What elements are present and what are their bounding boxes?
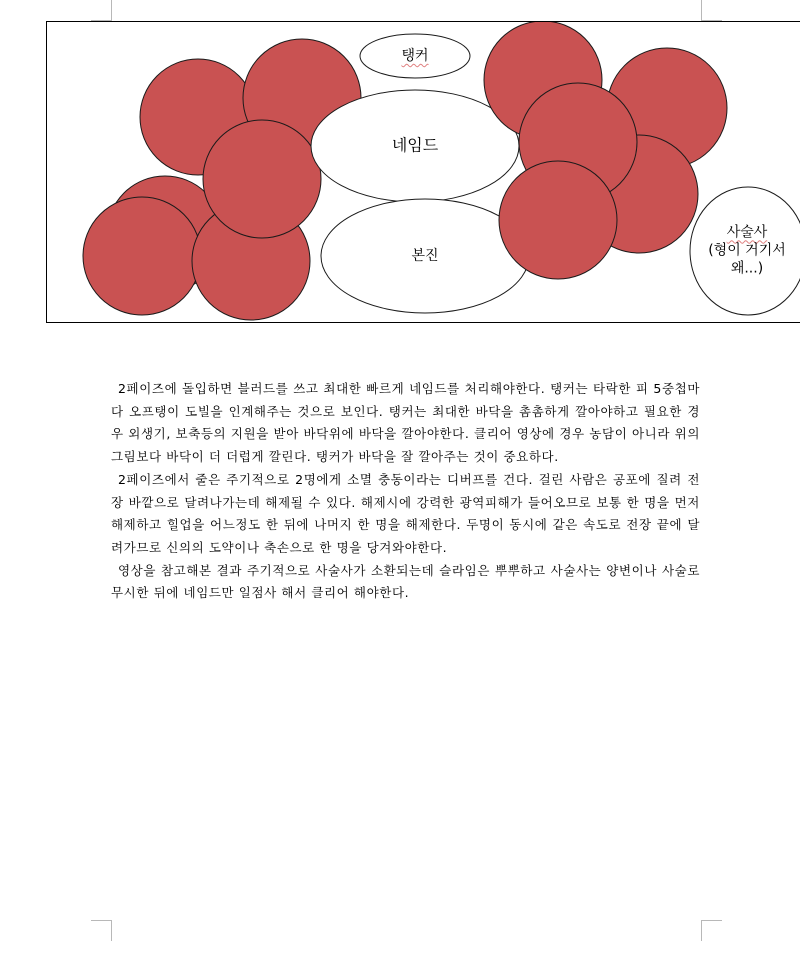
named-boss-label: 네임드 [391, 135, 439, 155]
tanker-label: 탱커 [401, 47, 429, 64]
strategy-text [111, 378, 700, 605]
raid-position-diagram [46, 21, 800, 323]
main-group-label: 본진 [411, 247, 439, 264]
hazard-circle [499, 161, 617, 279]
hazard-circle [203, 120, 321, 238]
hazard-circle [83, 197, 201, 315]
page-corner-mark [91, 920, 112, 941]
summoner-label: 사술사 (형이 거기서 왜...) [700, 224, 795, 279]
page-corner-mark [701, 0, 722, 21]
paragraph-phase2-tank: 2페이즈에 돌입하면 블러드를 쓰고 최대한 빠르게 네임드를 처리해야한다. 탱커는 타락한 피 5중첩마다 오프탱이 도빌을 인계해주는 것으로 보인다. 탱커는 최대한 바닥을 촘촘하게 깔아야하고 필요한 경우 외생기, 보축등의 지원을 받아 바닥위에 바닥을 깔아야한다. 클리어 영상에 경우 농담이 아니라 위의 그림보다 바닥이 더 더럽게 깔린다. 탱커가 바닥을 잘 깔아주는 것이 중요하다. [111, 381, 700, 465]
page-corner-mark [701, 920, 722, 941]
paragraph-summoner: 영상을 참고해본 결과 주기적으로 사술사가 소환되는데 슬라임은 뿌뿌하고 사술사는 양변이나 사술로 무시한 뒤에 네임드만 일점사 해서 클리어 해야한다. [111, 562, 700, 601]
paragraph-phase2-debuff: 2페이즈에서 줄은 주기적으로 2명에게 소멸 충동이라는 디버프를 건다. 걸린 사람은 공포에 질려 전장 바깥으로 달려나가는데 해제될 수 있다. 해제시에 강력한 광역피해가 들어오므로 보통 한 명을 먼저 해제하고 힐업을 어느정도 한 뒤에 나머지 한 명을 해제한다. 두명이 동시에 같은 속도로 전장 끝에 달려가므로 신의의 도약이나 축손으로 한 명을 당겨와야한다. [111, 471, 700, 555]
diagram-canvas [47, 22, 800, 323]
summoner-note: (형이 거기서 왜...) [708, 242, 786, 278]
page-corner-mark [91, 0, 112, 21]
